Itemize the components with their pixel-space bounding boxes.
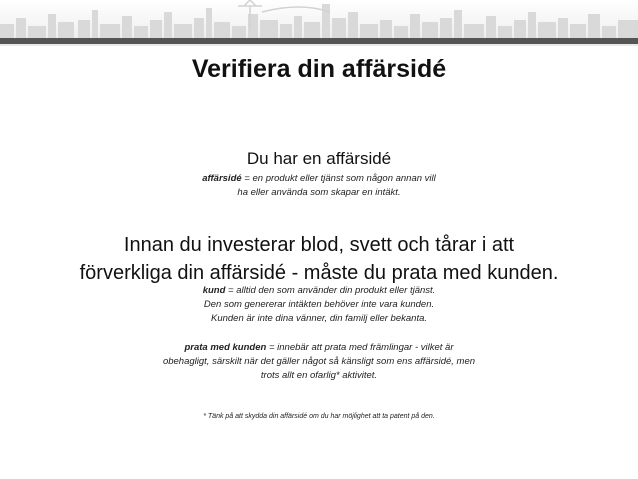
main-statement (0, 231, 638, 287)
definition-text: = innebär att prata med främlingar - vilket är (266, 342, 454, 353)
definition-line: ha eller använda som skapar en intäkt. (237, 187, 401, 198)
definition-line: obehagligt, särskilt när det gäller något så känsligt som ens affärsidé, men (162, 356, 476, 367)
affarside-definition (0, 172, 638, 200)
slide-title: Verifiera din affärsidé (191, 55, 447, 83)
definition-text: = en produkt eller tjänst som någon annan vill (241, 173, 436, 184)
definition-line (0, 284, 638, 298)
statement-line: förverkliga din affärsidé - måste du prata med kunden. (79, 262, 559, 284)
definition-line (0, 172, 638, 186)
section-heading: Du har en affärsidé (246, 149, 392, 168)
section-affarside (0, 149, 638, 169)
prata-definition (0, 341, 638, 383)
definition-term: prata med kunden (184, 342, 267, 353)
definition-line: trots allt en ofarlig* aktivitet. (260, 370, 378, 381)
kund-definition (0, 284, 638, 326)
city-skyline-graphic (0, 0, 638, 40)
definition-term: affärsidé (202, 173, 242, 184)
header-banner (0, 0, 638, 46)
definition-line (0, 341, 638, 355)
definition-line: Den som genererar intäkten behöver inte vara kunden. (203, 299, 435, 310)
statement-line: Innan du investerar blod, svett och tårar i att (123, 234, 515, 256)
definition-line: Kunden är inte dina vänner, din familj eller bekanta. (211, 313, 427, 324)
definition-text: = alltid den som använder din produkt eller tjänst. (225, 285, 436, 296)
footnote: * Tänk på att skydda din affärsidé om du har möjlighet att ta patent på den. (203, 413, 435, 420)
definition-term: kund (202, 285, 226, 296)
header-divider (0, 38, 638, 44)
